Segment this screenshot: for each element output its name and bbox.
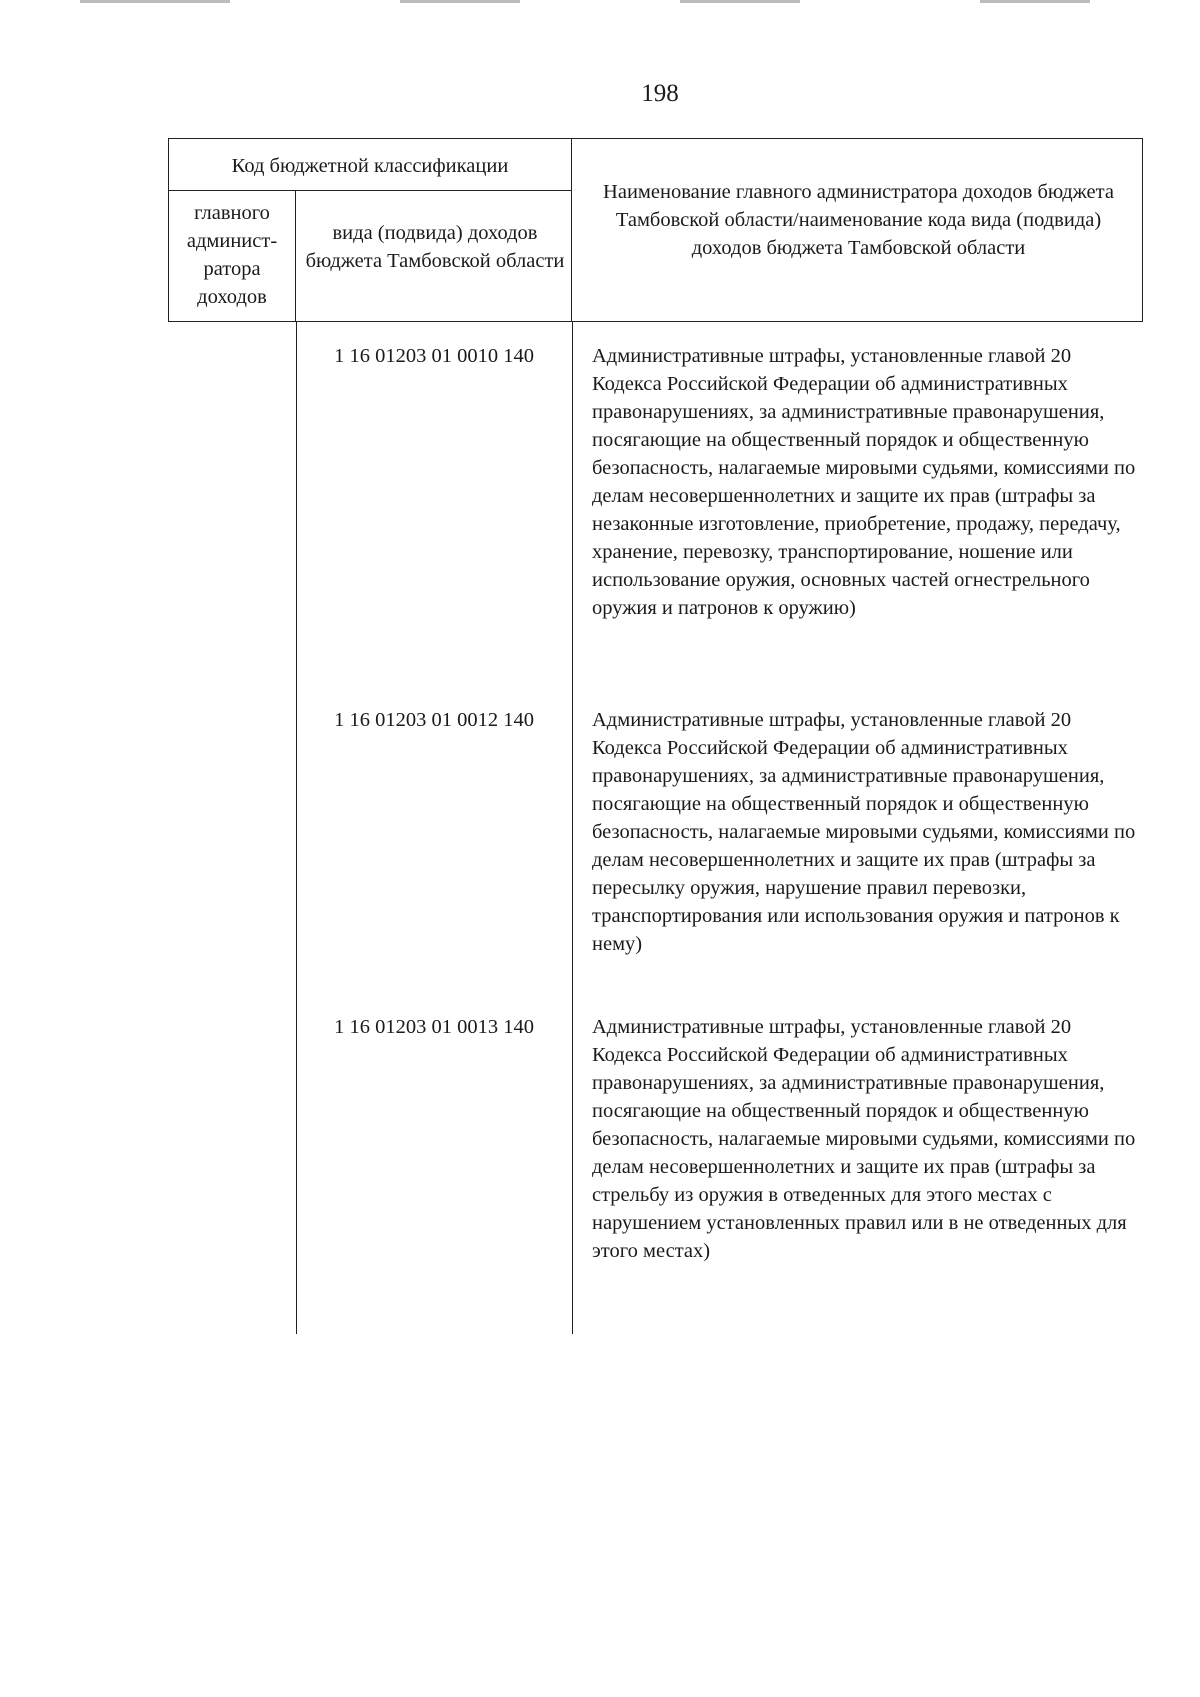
column-divider <box>572 322 573 1334</box>
scan-artifact <box>80 0 230 3</box>
table-row-code: 1 16 01203 01 0012 140 <box>334 709 534 731</box>
header-admin-line: админист- <box>186 230 278 252</box>
header-divider <box>571 139 572 321</box>
scan-artifact <box>680 0 800 3</box>
header-admin-line: главного <box>194 202 270 224</box>
header-admin-line: доходов <box>197 286 267 308</box>
column-divider <box>296 322 297 1334</box>
table-header <box>168 138 1143 322</box>
table-row-name: Административные штрафы, установленные главой 20 Кодекса Российской Федерации об административных правонарушениях, за административные правонарушения, посягающие на общественный порядок и общественную безопасность, налагаемые мировыми судьями, комиссиями по делам несовершеннолетних и защите их прав (штрафы за пересылку оружия, нарушение правил перевозки, транспортирования или использования оружия и патронов к нему) <box>592 709 1136 955</box>
scan-artifact <box>400 0 520 3</box>
header-income-kind: вида (подвида) доходов бюджета Тамбовской области <box>305 222 565 272</box>
header-name: Наименование главного администратора доходов бюджета Тамбовской области/наименование кода вида (подвида) доходов бюджета Тамбовской области <box>603 181 1114 259</box>
header-budget-classification-code: Код бюджетной классификации <box>231 155 509 177</box>
scan-artifact <box>980 0 1090 3</box>
table-row-name: Административные штрафы, установленные главой 20 Кодекса Российской Федерации об административных правонарушениях, за административные правонарушения, посягающие на общественный порядок и общественную безопасность, налагаемые мировыми судьями, комиссиями по делам несовершеннолетних и защите их прав (штрафы за незаконные изготовление, приобретение, продажу, передачу, хранение, перевозку, транспортирование, ношение или использование оружия, основных частей огнестрельного оружия и патронов к оружию) <box>592 345 1136 619</box>
header-admin-line: ратора <box>203 258 261 280</box>
header-main-administrator <box>169 199 295 311</box>
header-divider <box>295 190 296 321</box>
header-divider <box>169 190 571 191</box>
table-row-name: Административные штрафы, установленные главой 20 Кодекса Российской Федерации об административных правонарушениях, за административные правонарушения, посягающие на общественный порядок и общественную безопасность, налагаемые мировыми судьями, комиссиями по делам несовершеннолетних и защите их прав (штрафы за стрельбу из оружия в отведенных для этого местах с нарушением установленных правил или в не отведенных для этого местах) <box>592 1016 1136 1262</box>
page-number: 198 <box>641 80 679 107</box>
table-row-code: 1 16 01203 01 0013 140 <box>334 1016 534 1038</box>
table-row-code: 1 16 01203 01 0010 140 <box>334 345 534 367</box>
